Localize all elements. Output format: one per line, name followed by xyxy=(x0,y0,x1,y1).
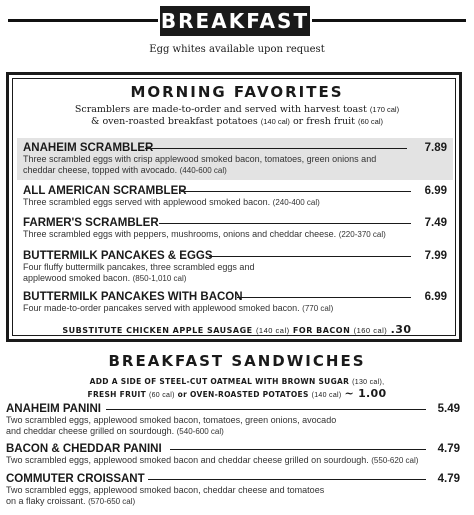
item-calories: (570-650 cal) xyxy=(88,497,136,506)
intro-line-2 xyxy=(9,116,465,128)
menu-item[interactable] xyxy=(6,403,460,437)
addon-text: FRESH FRUIT xyxy=(87,390,147,399)
addon-calories: (130 cal), xyxy=(352,379,385,386)
item-description xyxy=(6,485,460,507)
item-name: ANAHEIM PANINI xyxy=(6,403,101,415)
leader-line xyxy=(145,148,407,149)
item-description xyxy=(6,415,460,437)
description-line: on a flaky croissant. xyxy=(6,496,86,506)
description-line: Two scrambled eggs, applewood smoked bacon and cheddar cheese grilled on sourdough. xyxy=(6,455,369,465)
description-line: Four made-to-order pancakes served with applewood smoked bacon. xyxy=(23,303,300,313)
sandwiches-title: BREAKFAST SANDWICHES xyxy=(108,352,366,370)
substitute-note xyxy=(9,323,465,336)
substitute-price: .30 xyxy=(390,323,412,336)
menu-item[interactable] xyxy=(23,217,447,240)
item-description xyxy=(6,455,460,466)
substitute-text: SUBSTITUTE CHICKEN APPLE SAUSAGE xyxy=(62,326,253,335)
page-subtitle: Egg whites available upon request xyxy=(149,44,325,55)
item-name: BACON & CHEDDAR PANINI xyxy=(6,443,162,455)
item-calories: (770 cal) xyxy=(302,304,334,313)
leader-line xyxy=(106,409,426,410)
leader-line xyxy=(170,449,426,450)
item-price: 5.49 xyxy=(437,403,460,415)
item-price: 7.89 xyxy=(424,142,447,154)
item-calories: (550-620 cal) xyxy=(371,456,419,465)
leader-line xyxy=(159,223,411,224)
addon-price: ~ 1.00 xyxy=(344,387,387,400)
description-line: applewood smoked bacon. xyxy=(23,273,131,283)
item-name: BUTTERMILK PANCAKES & EGGS xyxy=(23,250,213,262)
leader-line xyxy=(237,297,411,298)
morning-favorites-section xyxy=(6,72,462,342)
description-line: Two scrambled eggs, applewood smoked bacon, tomatoes, green onions, avocado xyxy=(6,415,337,425)
item-calories: (220-370 cal) xyxy=(338,230,386,239)
menu-item[interactable] xyxy=(23,291,447,314)
header-rule-right xyxy=(312,19,466,22)
menu-item[interactable] xyxy=(6,473,460,507)
addon-text: or OVEN-ROASTED POTATOES xyxy=(177,390,309,399)
item-price: 7.49 xyxy=(424,217,447,229)
item-description xyxy=(23,303,447,314)
item-calories: (440-600 cal) xyxy=(179,166,227,175)
description-line: cheddar cheese, topped with avocado. xyxy=(23,165,178,175)
item-description xyxy=(23,229,447,240)
intro-calories: (170 cal) xyxy=(369,105,400,114)
item-name: BUTTERMILK PANCAKES WITH BACON xyxy=(23,291,243,303)
header-rule-left xyxy=(8,19,158,22)
description-line: Four fluffy buttermilk pancakes, three scrambled eggs and xyxy=(23,262,255,272)
item-calories: (850-1,010 cal) xyxy=(132,274,187,283)
item-price: 6.99 xyxy=(424,185,447,197)
item-price: 4.79 xyxy=(437,473,460,485)
description-line: Three scrambled eggs served with applewood smoked bacon. xyxy=(23,197,271,207)
page-title: BREAKFAST xyxy=(160,6,310,36)
addon-text: ADD A SIDE OF STEEL-CUT OATMEAL WITH BROWN SUGAR xyxy=(89,377,350,386)
intro-text: or fresh fruit xyxy=(292,116,355,127)
description-line: and cheddar cheese grilled on sourdough. xyxy=(6,426,175,436)
description-line: Two scrambled eggs, applewood smoked bacon, cheddar cheese and tomatoes xyxy=(6,485,325,495)
section-title: MORNING FAVORITES xyxy=(130,83,344,101)
item-name: COMMUTER CROISSANT xyxy=(6,473,145,485)
intro-text: & oven-roasted breakfast potatoes xyxy=(90,116,258,127)
addon-line-2 xyxy=(0,388,474,401)
menu-item[interactable] xyxy=(17,138,453,180)
intro-calories: (60 cal) xyxy=(358,117,384,126)
addon-note xyxy=(0,376,474,401)
item-name: ANAHEIM SCRAMBLER xyxy=(23,142,154,154)
item-calories: (240-400 cal) xyxy=(272,198,320,207)
item-price: 4.79 xyxy=(437,443,460,455)
menu-item[interactable] xyxy=(6,443,460,466)
intro-text: Scramblers are made-to-order and served with harvest toast xyxy=(74,104,367,115)
substitute-text: FOR BACON xyxy=(292,326,351,335)
substitute-calories: (160 cal) xyxy=(353,326,388,335)
substitute-calories: (140 cal) xyxy=(255,326,290,335)
leader-line xyxy=(209,256,411,257)
menu-item[interactable] xyxy=(23,185,447,208)
menu-item[interactable] xyxy=(23,250,447,284)
addon-line-1 xyxy=(0,376,474,388)
section-intro xyxy=(9,104,465,128)
item-price: 7.99 xyxy=(424,250,447,262)
intro-calories: (140 cal) xyxy=(260,117,290,126)
item-price: 6.99 xyxy=(424,291,447,303)
leader-line xyxy=(148,479,426,480)
description-line: Three scrambled eggs with crisp applewood smoked bacon, tomatoes, green onions and xyxy=(23,154,377,164)
description-line: Three scrambled eggs with peppers, mushrooms, onions and cheddar cheese. xyxy=(23,229,337,239)
item-description xyxy=(23,197,447,208)
item-description xyxy=(23,154,447,176)
item-calories: (540-600 cal) xyxy=(176,427,224,436)
addon-calories: (60 cal) xyxy=(148,392,175,399)
leader-line xyxy=(181,191,411,192)
intro-line-1 xyxy=(9,104,465,116)
addon-calories: (140 cal) xyxy=(311,392,342,399)
item-name: FARMER'S SCRAMBLER xyxy=(23,217,159,229)
item-name: ALL AMERICAN SCRAMBLER xyxy=(23,185,187,197)
item-description xyxy=(23,262,447,284)
